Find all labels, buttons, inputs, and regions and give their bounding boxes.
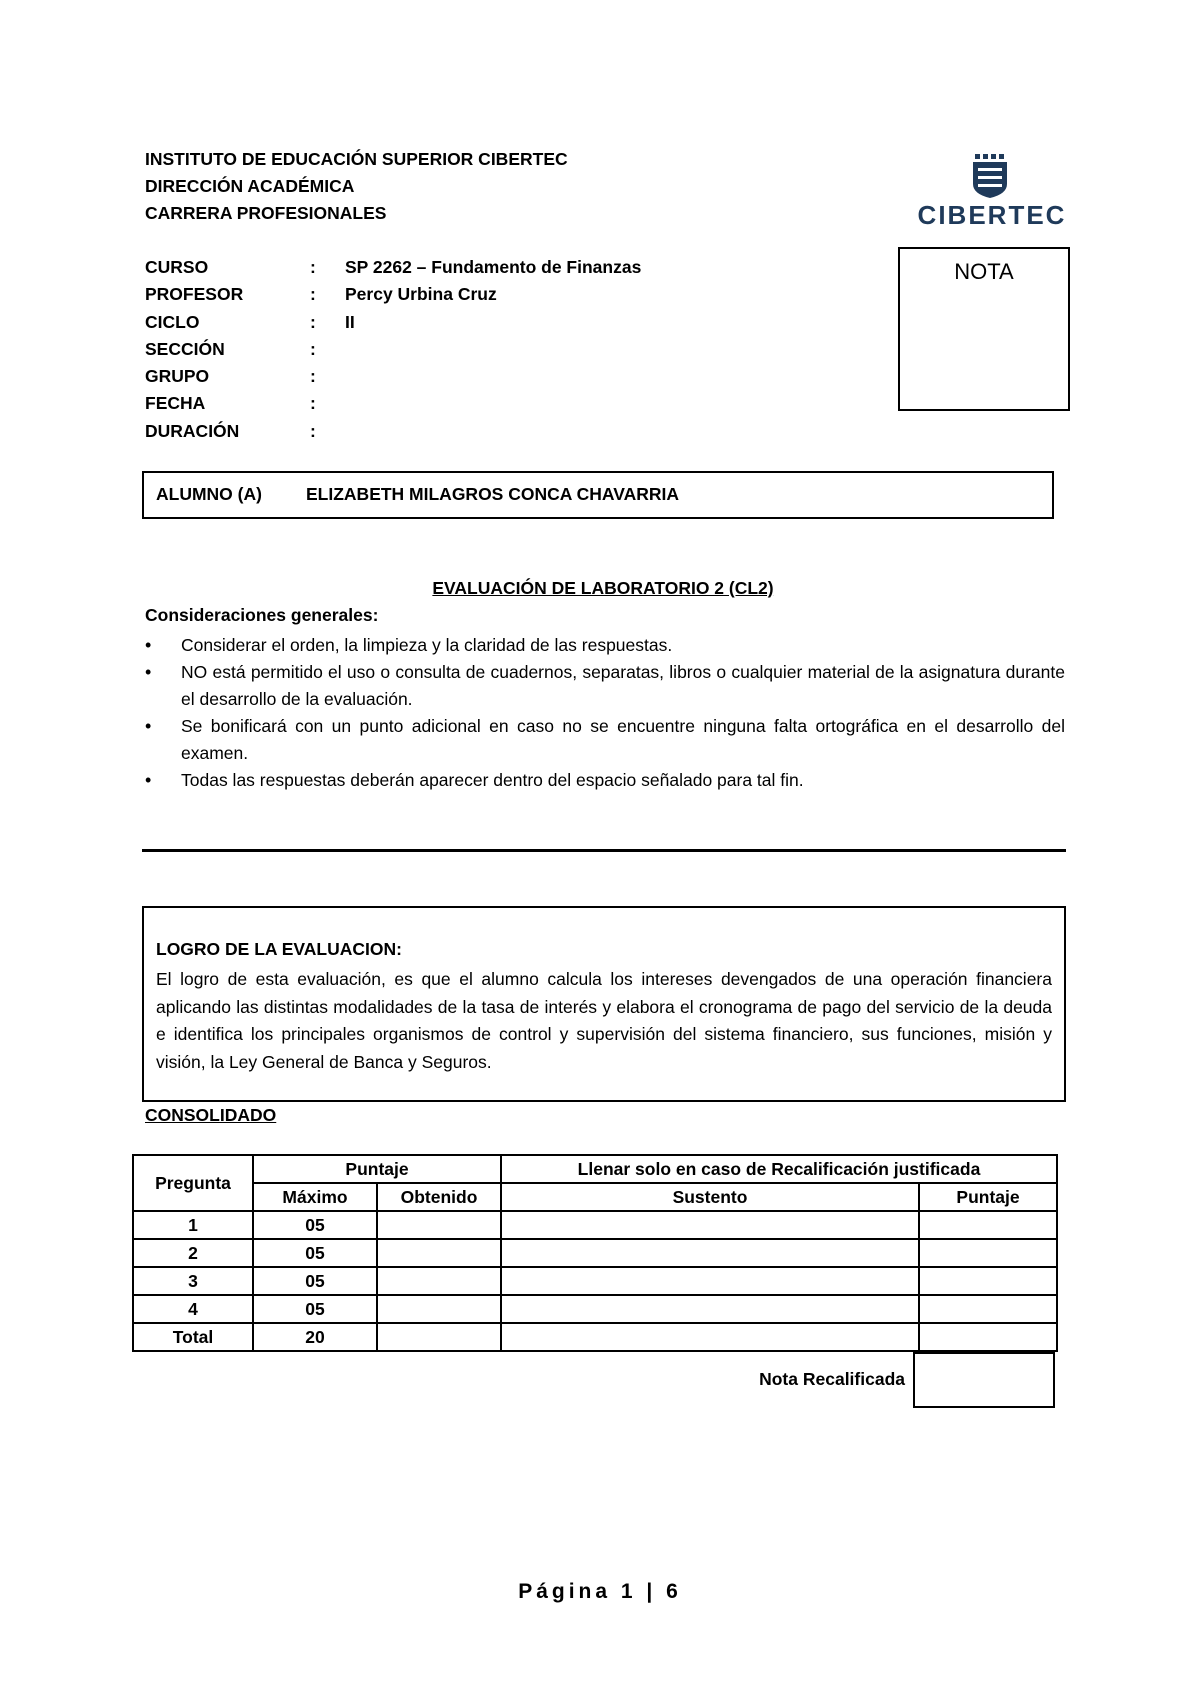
grade-box[interactable] <box>898 247 1070 411</box>
achievement-heading: LOGRO DE LA EVALUACION: <box>156 939 402 959</box>
cell-obtenido[interactable] <box>377 1323 501 1351</box>
table-header-row <box>133 1155 1057 1183</box>
cell-pregunta: 1 <box>133 1211 253 1239</box>
info-label: CURSO <box>145 257 209 277</box>
table-total-row <box>133 1323 1057 1351</box>
cell-puntaje[interactable] <box>919 1267 1057 1295</box>
list-item: • Todas las respuestas deberán aparecer dentro del espacio señalado para tal fin. <box>145 767 1065 794</box>
cell-maximo: 05 <box>253 1267 377 1295</box>
recalified-grade-box[interactable] <box>913 1352 1055 1408</box>
table-row <box>133 1295 1057 1323</box>
cibertec-shield-icon <box>915 152 1070 228</box>
cell-pregunta: 3 <box>133 1267 253 1295</box>
cell-pregunta: 4 <box>133 1295 253 1323</box>
table-subheader-row <box>133 1183 1057 1211</box>
student-box <box>142 471 1054 519</box>
cell-puntaje[interactable] <box>919 1211 1057 1239</box>
student-label: ALUMNO (A) <box>156 484 262 504</box>
cell-sustento[interactable] <box>501 1211 919 1239</box>
info-value: II <box>345 312 355 332</box>
student-name: ELIZABETH MILAGROS CONCA CHAVARRIA <box>306 484 679 504</box>
cell-pregunta: Total <box>133 1323 253 1351</box>
list-item: • Se bonificará con un punto adicional en caso no se encuentre ninguna falta ortográfica en el desarrollo del examen. <box>145 713 1065 767</box>
header-puntaje: Puntaje <box>253 1155 501 1183</box>
section-divider <box>142 849 1066 852</box>
table-row <box>133 1211 1057 1239</box>
cell-pregunta: 2 <box>133 1239 253 1267</box>
info-label: FECHA <box>145 393 206 413</box>
info-colon: : <box>310 366 316 386</box>
grade-label: NOTA <box>954 259 1014 284</box>
cell-obtenido[interactable] <box>377 1267 501 1295</box>
info-label: GRUPO <box>145 366 210 386</box>
considerations-heading: Consideraciones generales: <box>145 605 379 625</box>
cell-obtenido[interactable] <box>377 1295 501 1323</box>
list-item: • NO está permitido el uso o consulta de cuadernos, separatas, libros o cualquier material de la asignatura durante el desarrollo de la evaluación. <box>145 659 1065 713</box>
info-colon: : <box>310 393 316 413</box>
table-row <box>133 1267 1057 1295</box>
page-number: Página 1 | 6 <box>518 1580 682 1603</box>
cell-puntaje[interactable] <box>919 1295 1057 1323</box>
cell-sustento[interactable] <box>501 1267 919 1295</box>
info-value: SP 2262 – Fundamento de Finanzas <box>345 257 642 277</box>
cell-obtenido[interactable] <box>377 1239 501 1267</box>
considerations-list <box>145 632 1065 794</box>
cell-obtenido[interactable] <box>377 1211 501 1239</box>
logo-text: CIBERTEC <box>917 200 1067 228</box>
info-value: Percy Urbina Cruz <box>345 284 497 304</box>
table-row <box>133 1239 1057 1267</box>
career-name: CARRERA PROFESIONALES <box>145 203 387 223</box>
cell-maximo: 20 <box>253 1323 377 1351</box>
header-recalificacion: Llenar solo en caso de Recalificación justificada <box>501 1155 1057 1183</box>
header-maximo: Máximo <box>253 1183 377 1211</box>
recalified-grade-label: Nota Recalificada <box>759 1369 905 1389</box>
academic-direction: DIRECCIÓN ACADÉMICA <box>145 176 355 196</box>
header-obtenido: Obtenido <box>377 1183 501 1211</box>
header-pregunta: Pregunta <box>133 1155 253 1211</box>
cibertec-logo <box>915 152 1070 228</box>
info-label: DURACIÓN <box>145 421 240 441</box>
achievement-text: El logro de esta evaluación, es que el alumno calcula los intereses devengados de una operación financiera aplicando las distintas modalidades de la tasa de interés y elabora el cronograma de pago del servicio de la deuda e identifica los principales organismos de control y supervisión del sistema financiero, sus funciones, misión y visión, la Ley General de Banca y Seguros. <box>156 969 1052 1072</box>
cell-sustento[interactable] <box>501 1239 919 1267</box>
header-sustento: Sustento <box>501 1183 919 1211</box>
cell-maximo: 05 <box>253 1211 377 1239</box>
info-label: PROFESOR <box>145 284 244 304</box>
evaluation-title: EVALUACIÓN DE LABORATORIO 2 (CL2) <box>432 578 774 598</box>
info-colon: : <box>310 421 316 441</box>
cell-sustento[interactable] <box>501 1323 919 1351</box>
cell-maximo: 05 <box>253 1239 377 1267</box>
info-colon: : <box>310 284 316 304</box>
header-puntaje-recal: Puntaje <box>919 1183 1057 1211</box>
info-colon: : <box>310 339 316 359</box>
cell-puntaje[interactable] <box>919 1239 1057 1267</box>
cell-puntaje[interactable] <box>919 1323 1057 1351</box>
cell-maximo: 05 <box>253 1295 377 1323</box>
info-label: SECCIÓN <box>145 339 225 359</box>
info-colon: : <box>310 257 316 277</box>
cell-sustento[interactable] <box>501 1295 919 1323</box>
institute-name: INSTITUTO DE EDUCACIÓN SUPERIOR CIBERTEC <box>145 149 568 169</box>
info-colon: : <box>310 312 316 332</box>
achievement-box <box>142 906 1066 1102</box>
info-label: CICLO <box>145 312 200 332</box>
consolidated-title: CONSOLIDADO <box>145 1105 277 1125</box>
list-item: • Considerar el orden, la limpieza y la claridad de las respuestas. <box>145 632 1065 659</box>
score-table <box>132 1154 1058 1352</box>
